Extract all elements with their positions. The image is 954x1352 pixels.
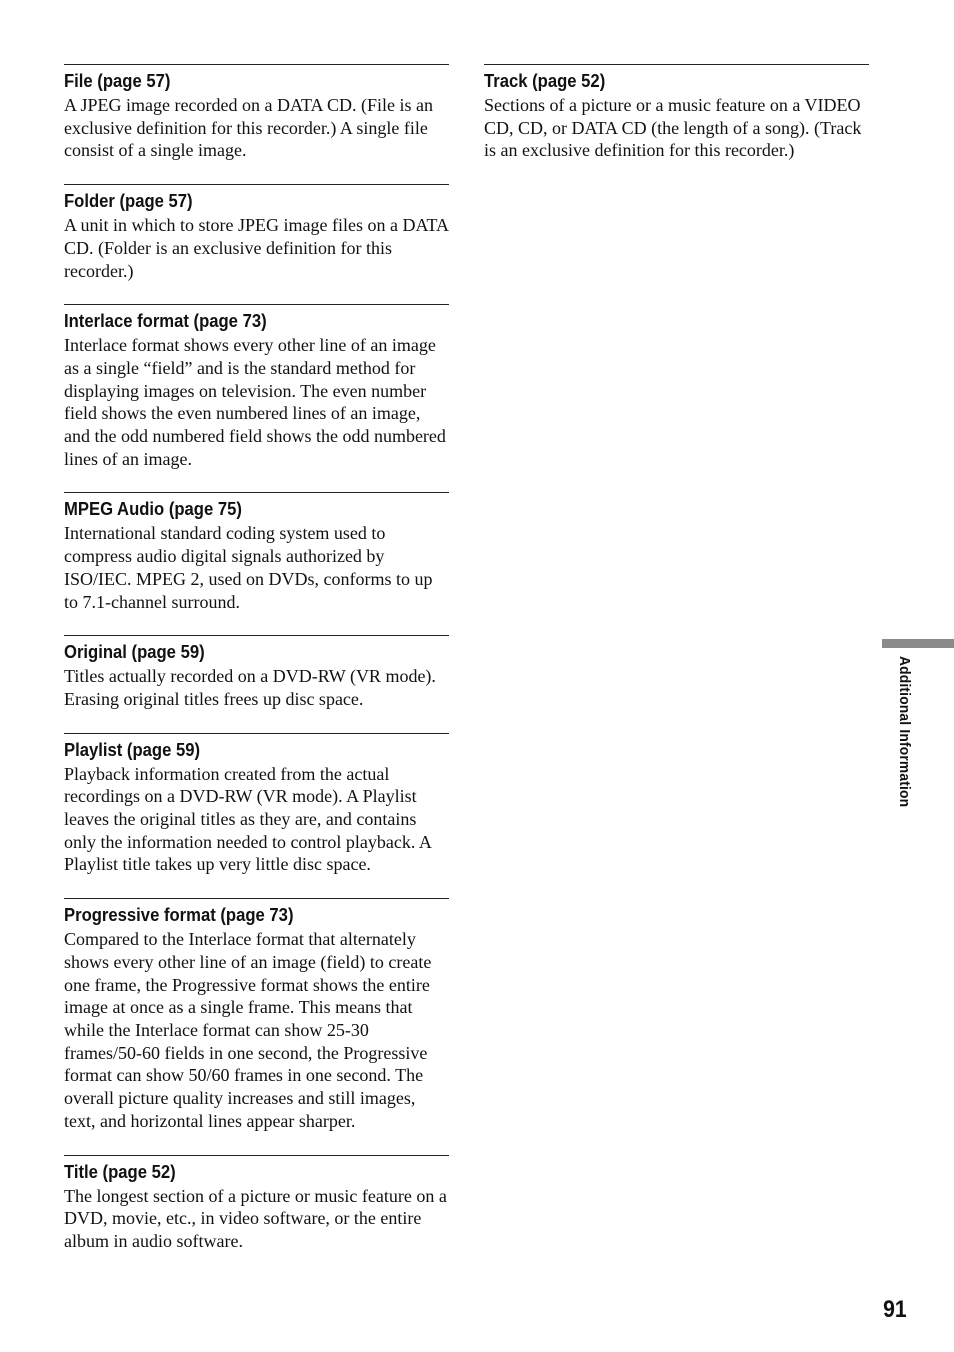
glossary-definition: Interlace format shows every other line of an image as a single “field” and is the standard method for displaying images on television. The even number field shows the even numbered lines of an image, and the odd numbered field shows the odd numbered lines of an image.	[64, 335, 446, 469]
glossary-definition: Sections of a picture or a music feature on a VIDEO CD, CD, or DATA CD (the length of a song). (Track is an exclusive definition for this recorder.)	[484, 95, 862, 161]
glossary-definition: Compared to the Interlace format that alternately shows every other line of an image (field) to create one frame, the Progressive format shows the entire image at once as a single frame. This means that while the Interlace format can show 25-30 frames/50-60 fields in one second, the Progressive format can show 50/60 frames in one second. The overall picture quality increases and still images, text, and horizontal lines appear sharper.	[64, 929, 432, 1131]
glossary-entry-mpeg-audio	[64, 492, 449, 613]
page-number: 91	[883, 1296, 907, 1323]
glossary-term: Track (page 52)	[484, 70, 606, 91]
glossary-entry-interlace-format	[64, 304, 449, 470]
glossary-entry-file	[64, 64, 449, 162]
glossary-entry-original	[64, 635, 449, 710]
glossary-entry-progressive-format	[64, 898, 449, 1132]
glossary-term: Playlist (page 59)	[64, 738, 201, 760]
glossary-entry-folder	[64, 184, 449, 282]
glossary-definition: Playback information created from the actual recordings on a DVD-RW (VR mode). A Playlist leaves the original titles as they are, and contains only the information needed to control playback. A Playlist title takes up very little disc space.	[64, 763, 431, 875]
section-tab-marker	[882, 639, 954, 648]
glossary-right-column	[484, 64, 869, 184]
glossary-definition: A unit in which to store JPEG image files on a DATA CD. (Folder is an exclusive definition for this recorder.)	[64, 215, 449, 281]
glossary-term: Original (page 59)	[64, 641, 205, 663]
glossary-definition: Titles actually recorded on a DVD-RW (VR mode). Erasing original titles frees up disc space.	[64, 666, 436, 709]
glossary-term: File (page 57)	[64, 70, 171, 91]
glossary-term: Title (page 52)	[64, 1160, 176, 1182]
glossary-definition: International standard coding system used to compress audio digital signals authorized by ISO/IEC. MPEG 2, used on DVDs, conforms to up to 7.1-channel surround.	[64, 523, 433, 612]
glossary-term: Progressive format (page 73)	[64, 904, 294, 926]
glossary-left-column	[64, 64, 449, 1275]
glossary-entry-track	[484, 64, 869, 162]
section-tab-label: Additional Information	[896, 656, 913, 808]
glossary-definition: The longest section of a picture or music feature on a DVD, movie, etc., in video software, or the entire album in audio software.	[64, 1185, 447, 1251]
glossary-term: Folder (page 57)	[64, 190, 193, 212]
glossary-entry-title	[64, 1155, 449, 1253]
glossary-term: MPEG Audio (page 75)	[64, 498, 242, 520]
glossary-entry-playlist	[64, 733, 449, 877]
glossary-definition: A JPEG image recorded on a DATA CD. (File is an exclusive definition for this recorder.) A single file consist of a single image.	[64, 95, 433, 161]
glossary-term: Interlace format (page 73)	[64, 310, 267, 332]
